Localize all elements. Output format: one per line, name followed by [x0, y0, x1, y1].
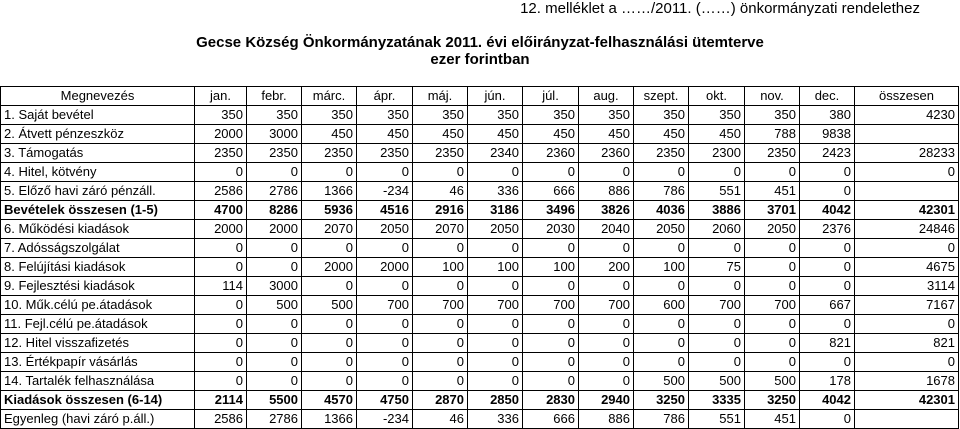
table-cell: 0: [689, 315, 745, 334]
table-cell: 3114: [855, 277, 959, 296]
table-cell: 2850: [468, 391, 523, 410]
table-cell: 2000: [195, 220, 247, 239]
table-cell: 0: [855, 353, 959, 372]
table-cell: 700: [745, 296, 800, 315]
table-cell: 380: [800, 106, 855, 125]
table-cell: 2586: [195, 410, 247, 429]
table-cell: 0: [523, 277, 579, 296]
table-cell: 4750: [357, 391, 413, 410]
table-cell: 0: [800, 353, 855, 372]
table-cell: 2916: [413, 201, 468, 220]
table-row: [1, 277, 959, 296]
table-cell: 0: [247, 258, 302, 277]
table-cell: 350: [689, 106, 745, 125]
table-cell: 0: [195, 258, 247, 277]
column-header: nov.: [745, 87, 800, 106]
table-cell: 0: [689, 334, 745, 353]
row-label: 3. Támogatás: [1, 144, 195, 163]
table-cell: 3335: [689, 391, 745, 410]
table-cell: 3826: [579, 201, 634, 220]
table-row: [1, 239, 959, 258]
table-cell: 2350: [745, 144, 800, 163]
table-cell: 2340: [468, 144, 523, 163]
table-cell: 0: [745, 315, 800, 334]
table-cell: 2350: [634, 144, 689, 163]
table-cell: 4036: [634, 201, 689, 220]
table-cell: 3886: [689, 201, 745, 220]
table-cell: [855, 125, 959, 144]
table-cell: 2060: [689, 220, 745, 239]
column-header: júl.: [523, 87, 579, 106]
row-label: 13. Értékpapír vásárlás: [1, 353, 195, 372]
column-header: összesen: [855, 87, 959, 106]
table-cell: 42301: [855, 201, 959, 220]
table-cell: 2870: [413, 391, 468, 410]
table-cell: 0: [745, 353, 800, 372]
table-cell: 451: [745, 182, 800, 201]
table-cell: 0: [579, 334, 634, 353]
table-cell: 350: [523, 106, 579, 125]
table-cell: 0: [247, 334, 302, 353]
column-header: máj.: [413, 87, 468, 106]
table-row: [1, 144, 959, 163]
table-cell: 1366: [302, 182, 357, 201]
table-cell: 450: [413, 125, 468, 144]
table-cell: 0: [689, 163, 745, 182]
table-cell: 0: [413, 277, 468, 296]
table-cell: 3250: [634, 391, 689, 410]
table-cell: 350: [745, 106, 800, 125]
table-cell: 4700: [195, 201, 247, 220]
table-cell: 700: [413, 296, 468, 315]
table-cell: 0: [523, 239, 579, 258]
table-cell: 0: [247, 315, 302, 334]
table-cell: 0: [357, 239, 413, 258]
table-cell: 114: [195, 277, 247, 296]
row-label: Kiadások összesen (6-14): [1, 391, 195, 410]
table-cell: 5936: [302, 201, 357, 220]
table-row: [1, 125, 959, 144]
budget-table: [0, 86, 959, 429]
table-cell: 2360: [523, 144, 579, 163]
table-cell: 0: [579, 315, 634, 334]
row-label: 9. Fejlesztési kiadások: [1, 277, 195, 296]
table-cell: 0: [689, 239, 745, 258]
table-row: [1, 372, 959, 391]
table-row: [1, 334, 959, 353]
table-cell: 0: [357, 163, 413, 182]
row-label: 12. Hitel visszafizetés: [1, 334, 195, 353]
table-row: [1, 220, 959, 239]
table-cell: 600: [634, 296, 689, 315]
table-cell: 0: [800, 410, 855, 429]
table-cell: 0: [800, 163, 855, 182]
table-cell: 350: [195, 106, 247, 125]
table-cell: 0: [745, 277, 800, 296]
table-cell: 0: [195, 372, 247, 391]
table-cell: 2830: [523, 391, 579, 410]
table-cell: 500: [689, 372, 745, 391]
table-cell: 2070: [302, 220, 357, 239]
row-label: Bevételek összesen (1-5): [1, 201, 195, 220]
row-label: Egyenleg (havi záró p.áll.): [1, 410, 195, 429]
table-cell: 0: [195, 353, 247, 372]
table-cell: 700: [579, 296, 634, 315]
table-cell: 2350: [357, 144, 413, 163]
table-cell: 7167: [855, 296, 959, 315]
column-header: márc.: [302, 87, 357, 106]
table-cell: 0: [468, 353, 523, 372]
table-cell: 0: [800, 315, 855, 334]
table-cell: 3000: [247, 125, 302, 144]
column-header: aug.: [579, 87, 634, 106]
table-cell: 0: [413, 239, 468, 258]
table-cell: 2030: [523, 220, 579, 239]
table-cell: 0: [413, 353, 468, 372]
table-cell: 0: [634, 277, 689, 296]
table-cell: 0: [195, 296, 247, 315]
table-cell: 4516: [357, 201, 413, 220]
table-cell: 350: [413, 106, 468, 125]
table-cell: -234: [357, 182, 413, 201]
table-cell: 100: [523, 258, 579, 277]
table-cell: 0: [745, 258, 800, 277]
table-cell: 886: [579, 410, 634, 429]
table-cell: 0: [579, 277, 634, 296]
table-cell: 0: [302, 163, 357, 182]
table-cell: 700: [357, 296, 413, 315]
table-cell: 0: [357, 334, 413, 353]
table-cell: 450: [634, 125, 689, 144]
table-cell: 4042: [800, 391, 855, 410]
table-cell: 0: [468, 163, 523, 182]
table-cell: 0: [468, 315, 523, 334]
table-cell: 0: [357, 353, 413, 372]
table-cell: 3000: [247, 277, 302, 296]
table-row: [1, 182, 959, 201]
table-cell: 100: [413, 258, 468, 277]
table-cell: 0: [247, 372, 302, 391]
table-cell: 2050: [357, 220, 413, 239]
table-cell: 0: [468, 239, 523, 258]
table-cell: 2300: [689, 144, 745, 163]
table-cell: 450: [523, 125, 579, 144]
table-cell: 0: [523, 353, 579, 372]
table-cell: 786: [634, 410, 689, 429]
table-cell: 1678: [855, 372, 959, 391]
table-cell: 666: [523, 182, 579, 201]
table-cell: 0: [357, 315, 413, 334]
table-cell: 0: [302, 239, 357, 258]
table-cell: 0: [523, 315, 579, 334]
table-cell: 0: [634, 334, 689, 353]
table-cell: 336: [468, 410, 523, 429]
table-cell: 0: [634, 315, 689, 334]
table-cell: 2350: [195, 144, 247, 163]
table-cell: 2070: [413, 220, 468, 239]
table-cell: 0: [195, 315, 247, 334]
table-cell: 2000: [247, 220, 302, 239]
table-cell: 2040: [579, 220, 634, 239]
table-cell: 46: [413, 410, 468, 429]
table-cell: 9838: [800, 125, 855, 144]
table-cell: 786: [634, 182, 689, 201]
row-label: 1. Saját bevétel: [1, 106, 195, 125]
table-cell: 0: [195, 239, 247, 258]
table-cell: 0: [413, 315, 468, 334]
column-header: okt.: [689, 87, 745, 106]
table-cell: 0: [357, 277, 413, 296]
table-cell: 350: [302, 106, 357, 125]
table-cell: 0: [247, 163, 302, 182]
table-cell: 3250: [745, 391, 800, 410]
table-cell: 0: [579, 353, 634, 372]
table-cell: 700: [689, 296, 745, 315]
table-cell: 450: [302, 125, 357, 144]
table-cell: 0: [523, 163, 579, 182]
table-cell: 0: [523, 334, 579, 353]
table-cell: 500: [745, 372, 800, 391]
table-cell: 0: [579, 239, 634, 258]
table-cell: 2000: [195, 125, 247, 144]
table-cell: -234: [357, 410, 413, 429]
table-row: [1, 410, 959, 429]
table-row: [1, 163, 959, 182]
table-cell: 0: [195, 163, 247, 182]
table-row: [1, 106, 959, 125]
table-cell: 0: [855, 163, 959, 182]
table-cell: 500: [247, 296, 302, 315]
table-cell: 42301: [855, 391, 959, 410]
table-cell: 0: [855, 239, 959, 258]
table-cell: 666: [523, 410, 579, 429]
table-cell: 100: [468, 258, 523, 277]
row-label: 4. Hitel, kötvény: [1, 163, 195, 182]
table-header-row: [1, 87, 959, 106]
table-cell: 2940: [579, 391, 634, 410]
table-cell: 451: [745, 410, 800, 429]
table-cell: 8286: [247, 201, 302, 220]
document-subtitle: ezer forintban: [430, 51, 530, 68]
table-cell: 0: [468, 277, 523, 296]
table-cell: 2350: [247, 144, 302, 163]
column-header: ápr.: [357, 87, 413, 106]
table-cell: 450: [689, 125, 745, 144]
table-cell: 350: [579, 106, 634, 125]
table-cell: 4042: [800, 201, 855, 220]
table-cell: 0: [745, 163, 800, 182]
table-cell: 0: [468, 334, 523, 353]
table-cell: 450: [579, 125, 634, 144]
table-cell: 0: [413, 334, 468, 353]
table-cell: 0: [579, 372, 634, 391]
table-cell: 2350: [302, 144, 357, 163]
column-header: jan.: [195, 87, 247, 106]
table-row: [1, 258, 959, 277]
table-cell: 2050: [745, 220, 800, 239]
document-title: Gecse Község Önkormányzatának 2011. évi előirányzat-felhasználási ütemterve: [196, 34, 764, 51]
table-cell: 24846: [855, 220, 959, 239]
table-cell: 200: [579, 258, 634, 277]
table-cell: 336: [468, 182, 523, 201]
table-cell: 0: [634, 239, 689, 258]
table-cell: 3701: [745, 201, 800, 220]
table-cell: 0: [634, 163, 689, 182]
table-cell: 2423: [800, 144, 855, 163]
table-cell: 0: [800, 182, 855, 201]
table-row: [1, 296, 959, 315]
column-header-name: Megnevezés: [1, 87, 195, 106]
table-cell: 2376: [800, 220, 855, 239]
table-cell: 75: [689, 258, 745, 277]
row-label: 10. Műk.célú pe.átadások: [1, 296, 195, 315]
document-reference: 12. melléklet a ……/2011. (……) önkormányzati rendelethez: [520, 0, 920, 17]
table-cell: 350: [634, 106, 689, 125]
table-cell: 3496: [523, 201, 579, 220]
table-cell: 551: [689, 182, 745, 201]
table-row: [1, 201, 959, 220]
table-cell: 0: [302, 315, 357, 334]
table-cell: [855, 410, 959, 429]
table-row: [1, 315, 959, 334]
table-cell: [855, 182, 959, 201]
table-cell: 821: [800, 334, 855, 353]
row-label: 2. Átvett pénzeszköz: [1, 125, 195, 144]
table-cell: 700: [523, 296, 579, 315]
table-cell: 1366: [302, 410, 357, 429]
table-cell: 4675: [855, 258, 959, 277]
row-label: 8. Felújítási kiadások: [1, 258, 195, 277]
table-cell: 0: [195, 334, 247, 353]
table-cell: 0: [357, 372, 413, 391]
table-cell: 2786: [247, 410, 302, 429]
column-header: szept.: [634, 87, 689, 106]
table-cell: 700: [468, 296, 523, 315]
row-label: 14. Tartalék felhasználása: [1, 372, 195, 391]
table-cell: 0: [745, 334, 800, 353]
table-cell: 0: [413, 372, 468, 391]
table-cell: 178: [800, 372, 855, 391]
table-cell: 4570: [302, 391, 357, 410]
row-label: 5. Előző havi záró pénzáll.: [1, 182, 195, 201]
table-cell: 0: [247, 353, 302, 372]
table-cell: 551: [689, 410, 745, 429]
column-header: febr.: [247, 87, 302, 106]
row-label: 7. Adósságszolgálat: [1, 239, 195, 258]
table-cell: 0: [634, 353, 689, 372]
table-cell: 0: [302, 372, 357, 391]
table-cell: 0: [800, 277, 855, 296]
table-cell: 0: [302, 353, 357, 372]
table-row: [1, 391, 959, 410]
table-cell: 28233: [855, 144, 959, 163]
table-cell: 0: [523, 372, 579, 391]
table-cell: 46: [413, 182, 468, 201]
row-label: 6. Működési kiadások: [1, 220, 195, 239]
table-cell: 2350: [413, 144, 468, 163]
table-cell: 100: [634, 258, 689, 277]
table-cell: 2114: [195, 391, 247, 410]
table-cell: 0: [689, 353, 745, 372]
row-label: 11. Fejl.célú pe.átadások: [1, 315, 195, 334]
table-cell: 0: [745, 239, 800, 258]
table-cell: 0: [247, 239, 302, 258]
table-row: [1, 353, 959, 372]
table-cell: 500: [302, 296, 357, 315]
table-cell: 0: [302, 334, 357, 353]
table-cell: 0: [579, 163, 634, 182]
table-cell: 2050: [468, 220, 523, 239]
table-cell: 500: [634, 372, 689, 391]
table-cell: 0: [855, 315, 959, 334]
column-header: dec.: [800, 87, 855, 106]
table-cell: 3186: [468, 201, 523, 220]
table-cell: 350: [468, 106, 523, 125]
table-cell: 2360: [579, 144, 634, 163]
table-cell: 450: [357, 125, 413, 144]
table-cell: 450: [468, 125, 523, 144]
table-cell: 0: [302, 277, 357, 296]
table-cell: 350: [247, 106, 302, 125]
table-cell: 0: [800, 258, 855, 277]
table-cell: 2586: [195, 182, 247, 201]
table-cell: 886: [579, 182, 634, 201]
table-cell: 788: [745, 125, 800, 144]
table-cell: 0: [689, 277, 745, 296]
table-cell: 4230: [855, 106, 959, 125]
table-cell: 350: [357, 106, 413, 125]
table-cell: 2786: [247, 182, 302, 201]
table-cell: 667: [800, 296, 855, 315]
table-cell: 2000: [357, 258, 413, 277]
table-cell: 0: [800, 239, 855, 258]
table-cell: 0: [413, 163, 468, 182]
table-cell: 2050: [634, 220, 689, 239]
table-cell: 821: [855, 334, 959, 353]
table-cell: 2000: [302, 258, 357, 277]
table-cell: 5500: [247, 391, 302, 410]
column-header: jún.: [468, 87, 523, 106]
table-cell: 0: [468, 372, 523, 391]
